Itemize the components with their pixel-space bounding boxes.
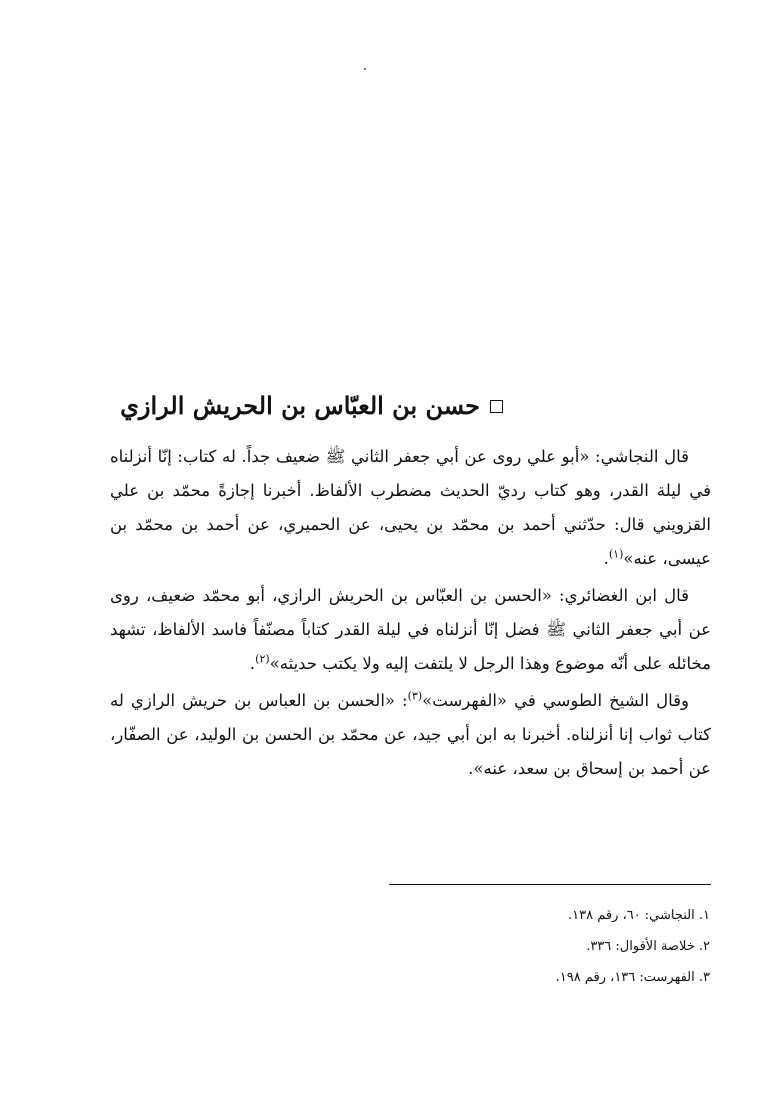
paragraph-text: وقال الشيخ الطوسي في «الفهرست»	[422, 691, 689, 710]
paragraph-najashi	[110, 440, 711, 576]
paragraph-ghadairi	[110, 579, 711, 681]
footnote-item: ١. النجاشي: ٦٠، رقم ١٣٨.	[567, 908, 710, 923]
entry-heading	[103, 386, 503, 426]
footnote-item: ٣. الفهرست: ١٣٦، رقم ١٩٨.	[555, 970, 710, 985]
paragraph-text: قال النجاشي: «أبو علي روى عن أبي جعفر الثاني ﷺ ضعيف جداً. له كتاب: إنّا أنزلناه في ليلة القدر، وهو كتاب رديّ الحديث مضطرب الألفاظ. أخبرنا إجازةً محمّد بن علي القزويني قال: حدّثني أحمد بن محمّد بن يحيى، عن الحميري، عن أحمد بن محمّد بن عيسى، عنه»	[110, 447, 711, 568]
paragraph-tusi	[110, 684, 711, 786]
footnote-item: ٢. خلاصة الأقوال: ٣٣٦.	[586, 939, 710, 954]
paragraph-text-end: .	[249, 654, 256, 673]
entry-body	[110, 440, 711, 786]
footnote-ref: (٢)	[255, 652, 270, 666]
footnote-ref: (٣)	[407, 689, 423, 703]
footnote-divider	[389, 884, 711, 885]
paragraph-text: قال ابن الغضائري: «الحسن بن العبّاس بن الحريش الرازي، أبو محمّد ضعيف، روى عن أبي جعفر الثاني ﷺ فضل إنّا أنزلناه في ليلة القدر كتاباً مصنّفاً فاسد الألفاظ، تشهد مخائله على أنّه موضوع وهذا الرجل لا يلتفت إليه ولا يكتب حديثه»	[110, 586, 711, 673]
scan-speck	[364, 68, 366, 70]
footnote-ref: (١)	[608, 547, 624, 561]
square-bullet-icon	[490, 400, 503, 413]
paragraph-text-end: .	[603, 549, 609, 568]
entry-heading-text: حسن بن العبّاس بن الحريش الرازي	[120, 391, 480, 420]
footnotes	[210, 900, 710, 993]
paragraph-text-end: : «الحسن بن العباس بن حريش الرازي له كتاب ثواب إنا أنزلناه. أخبرنا به ابن أبي جيد، عن محمّد بن الحسن بن الوليد، عن الصفّار، عن أحمد بن إسحاق بن سعد، عنه».	[110, 691, 711, 778]
